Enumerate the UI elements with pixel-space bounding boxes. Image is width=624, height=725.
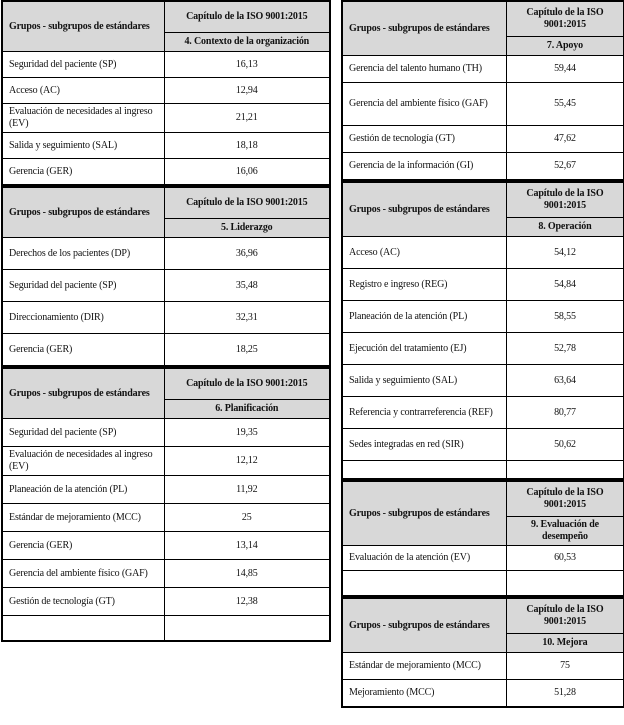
table-row bbox=[342, 546, 624, 571]
row-value: 18,18 bbox=[164, 133, 330, 159]
table-row bbox=[342, 126, 624, 153]
empty-row bbox=[342, 571, 624, 597]
row-label bbox=[342, 571, 506, 597]
row-value: 47,62 bbox=[506, 126, 624, 153]
row-value: 21,21 bbox=[164, 104, 330, 133]
row-value: 13,14 bbox=[164, 532, 330, 560]
table-row bbox=[342, 365, 624, 397]
row-label: Gerencia del talento humano (TH) bbox=[342, 56, 506, 83]
row-label: Mejoramiento (MCC) bbox=[342, 680, 506, 708]
table-row bbox=[342, 237, 624, 269]
row-label: Gerencia (GER) bbox=[2, 159, 164, 186]
row-value bbox=[506, 461, 624, 480]
row-value: 80,77 bbox=[506, 397, 624, 429]
row-label: Estándar de mejoramiento (MCC) bbox=[2, 504, 164, 532]
header-chapter-cell: 10. Mejora bbox=[506, 634, 624, 653]
table-row bbox=[342, 397, 624, 429]
table-row bbox=[2, 302, 330, 334]
header-row-iso bbox=[342, 182, 624, 218]
row-label: Ejecución del tratamiento (EJ) bbox=[342, 333, 506, 365]
row-label: Gerencia de la información (GI) bbox=[342, 153, 506, 181]
table-row bbox=[2, 78, 330, 104]
header-chapter-cell: 8. Operación bbox=[506, 218, 624, 237]
row-label: Planeación de la atención (PL) bbox=[342, 301, 506, 333]
header-chapter-cell: 7. Apoyo bbox=[506, 37, 624, 56]
header-row-iso bbox=[2, 1, 330, 33]
row-label: Gerencia del ambiente físico (GAF) bbox=[342, 83, 506, 126]
table-row bbox=[342, 429, 624, 461]
standards-table-ch4 bbox=[1, 0, 331, 186]
row-label: Salida y seguimiento (SAL) bbox=[2, 133, 164, 159]
table-row bbox=[2, 560, 330, 588]
row-value: 11,92 bbox=[164, 476, 330, 504]
row-label bbox=[342, 461, 506, 480]
row-value: 60,53 bbox=[506, 546, 624, 571]
row-value: 16,06 bbox=[164, 159, 330, 186]
header-row-iso bbox=[342, 1, 624, 37]
row-value: 51,28 bbox=[506, 680, 624, 708]
header-row-iso bbox=[342, 598, 624, 634]
header-iso-cell: Capítulo de la ISO 9001:2015 bbox=[164, 1, 330, 33]
header-chapter-cell: 4. Contexto de la organización bbox=[164, 33, 330, 52]
header-iso-cell: Capítulo de la ISO 9001:2015 bbox=[506, 1, 624, 37]
row-value: 35,48 bbox=[164, 270, 330, 302]
row-label: Acceso (AC) bbox=[342, 237, 506, 269]
row-label: Registro e ingreso (REG) bbox=[342, 269, 506, 301]
row-label: Salida y seguimiento (SAL) bbox=[342, 365, 506, 397]
header-groups-cell: Grupos - subgrupos de estándares bbox=[2, 368, 164, 419]
row-label: Estándar de mejoramiento (MCC) bbox=[342, 653, 506, 680]
row-value: 52,67 bbox=[506, 153, 624, 181]
standards-table-ch7 bbox=[341, 0, 624, 181]
standards-table-ch9 bbox=[341, 480, 624, 597]
row-label: Planeación de la atención (PL) bbox=[2, 476, 164, 504]
header-groups-cell: Grupos - subgrupos de estándares bbox=[2, 187, 164, 238]
row-value: 75 bbox=[506, 653, 624, 680]
table-row bbox=[2, 476, 330, 504]
row-value: 19,35 bbox=[164, 419, 330, 447]
row-value: 25 bbox=[164, 504, 330, 532]
table-row bbox=[342, 83, 624, 126]
row-label: Evaluación de necesidades al ingreso (EV) bbox=[2, 447, 164, 476]
header-chapter-cell: 9. Evaluación de desempeño bbox=[506, 517, 624, 546]
row-label: Gerencia (GER) bbox=[2, 334, 164, 367]
header-groups-cell: Grupos - subgrupos de estándares bbox=[342, 598, 506, 653]
row-value: 63,64 bbox=[506, 365, 624, 397]
row-label: Seguridad del paciente (SP) bbox=[2, 52, 164, 78]
header-row-iso bbox=[2, 187, 330, 219]
row-label: Sedes integradas en red (SIR) bbox=[342, 429, 506, 461]
row-label: Seguridad del paciente (SP) bbox=[2, 419, 164, 447]
row-value: 16,13 bbox=[164, 52, 330, 78]
row-value: 54,84 bbox=[506, 269, 624, 301]
standards-table-ch5 bbox=[1, 186, 331, 367]
header-iso-cell: Capítulo de la ISO 9001:2015 bbox=[506, 481, 624, 517]
standards-table-ch10 bbox=[341, 597, 624, 708]
table-row bbox=[342, 56, 624, 83]
table-row bbox=[2, 238, 330, 270]
row-value: 12,94 bbox=[164, 78, 330, 104]
header-chapter-cell: 6. Planificación bbox=[164, 400, 330, 419]
table-row bbox=[342, 333, 624, 365]
table-row bbox=[2, 334, 330, 367]
table-row bbox=[2, 270, 330, 302]
row-value: 18,25 bbox=[164, 334, 330, 367]
row-label: Gerencia (GER) bbox=[2, 532, 164, 560]
right-column bbox=[341, 0, 623, 708]
table-row bbox=[2, 52, 330, 78]
row-label: Evaluación de necesidades al ingreso (EV) bbox=[2, 104, 164, 133]
row-label: Gestión de tecnología (GT) bbox=[342, 126, 506, 153]
header-groups-cell: Grupos - subgrupos de estándares bbox=[342, 182, 506, 237]
table-row bbox=[2, 419, 330, 447]
table-row bbox=[342, 653, 624, 680]
header-row-iso bbox=[2, 368, 330, 400]
header-groups-cell: Grupos - subgrupos de estándares bbox=[342, 1, 506, 56]
table-row bbox=[2, 133, 330, 159]
header-chapter-cell: 5. Liderazgo bbox=[164, 219, 330, 238]
row-label: Evaluación de la atención (EV) bbox=[342, 546, 506, 571]
row-value: 54,12 bbox=[506, 237, 624, 269]
row-value: 58,55 bbox=[506, 301, 624, 333]
header-iso-cell: Capítulo de la ISO 9001:2015 bbox=[506, 598, 624, 634]
header-groups-cell: Grupos - subgrupos de estándares bbox=[2, 1, 164, 52]
table-row bbox=[342, 680, 624, 708]
row-label: Seguridad del paciente (SP) bbox=[2, 270, 164, 302]
header-row-iso bbox=[342, 481, 624, 517]
row-value: 50,62 bbox=[506, 429, 624, 461]
table-row bbox=[342, 153, 624, 181]
row-label: Referencia y contrarreferencia (REF) bbox=[342, 397, 506, 429]
row-label: Direccionamiento (DIR) bbox=[2, 302, 164, 334]
row-label: Derechos de los pacientes (DP) bbox=[2, 238, 164, 270]
row-value bbox=[164, 616, 330, 642]
row-value: 12,12 bbox=[164, 447, 330, 476]
header-iso-cell: Capítulo de la ISO 9001:2015 bbox=[506, 182, 624, 218]
row-label bbox=[2, 616, 164, 642]
empty-row bbox=[2, 616, 330, 642]
row-value bbox=[506, 571, 624, 597]
row-label: Gestión de tecnología (GT) bbox=[2, 588, 164, 616]
header-groups-cell: Grupos - subgrupos de estándares bbox=[342, 481, 506, 546]
table-row bbox=[2, 447, 330, 476]
row-label: Gerencia del ambiente físico (GAF) bbox=[2, 560, 164, 588]
row-value: 12,38 bbox=[164, 588, 330, 616]
standards-table-ch8 bbox=[341, 181, 624, 480]
row-value: 14,85 bbox=[164, 560, 330, 588]
empty-row bbox=[342, 461, 624, 480]
standards-table-ch6 bbox=[1, 367, 331, 642]
table-row bbox=[2, 159, 330, 186]
row-value: 55,45 bbox=[506, 83, 624, 126]
table-row bbox=[2, 588, 330, 616]
row-value: 36,96 bbox=[164, 238, 330, 270]
row-value: 52,78 bbox=[506, 333, 624, 365]
row-value: 59,44 bbox=[506, 56, 624, 83]
row-label: Acceso (AC) bbox=[2, 78, 164, 104]
table-row bbox=[342, 269, 624, 301]
table-row bbox=[2, 104, 330, 133]
header-iso-cell: Capítulo de la ISO 9001:2015 bbox=[164, 368, 330, 400]
header-iso-cell: Capítulo de la ISO 9001:2015 bbox=[164, 187, 330, 219]
table-row bbox=[2, 504, 330, 532]
row-value: 32,31 bbox=[164, 302, 330, 334]
table-row bbox=[2, 532, 330, 560]
table-row bbox=[342, 301, 624, 333]
left-column bbox=[1, 0, 329, 642]
